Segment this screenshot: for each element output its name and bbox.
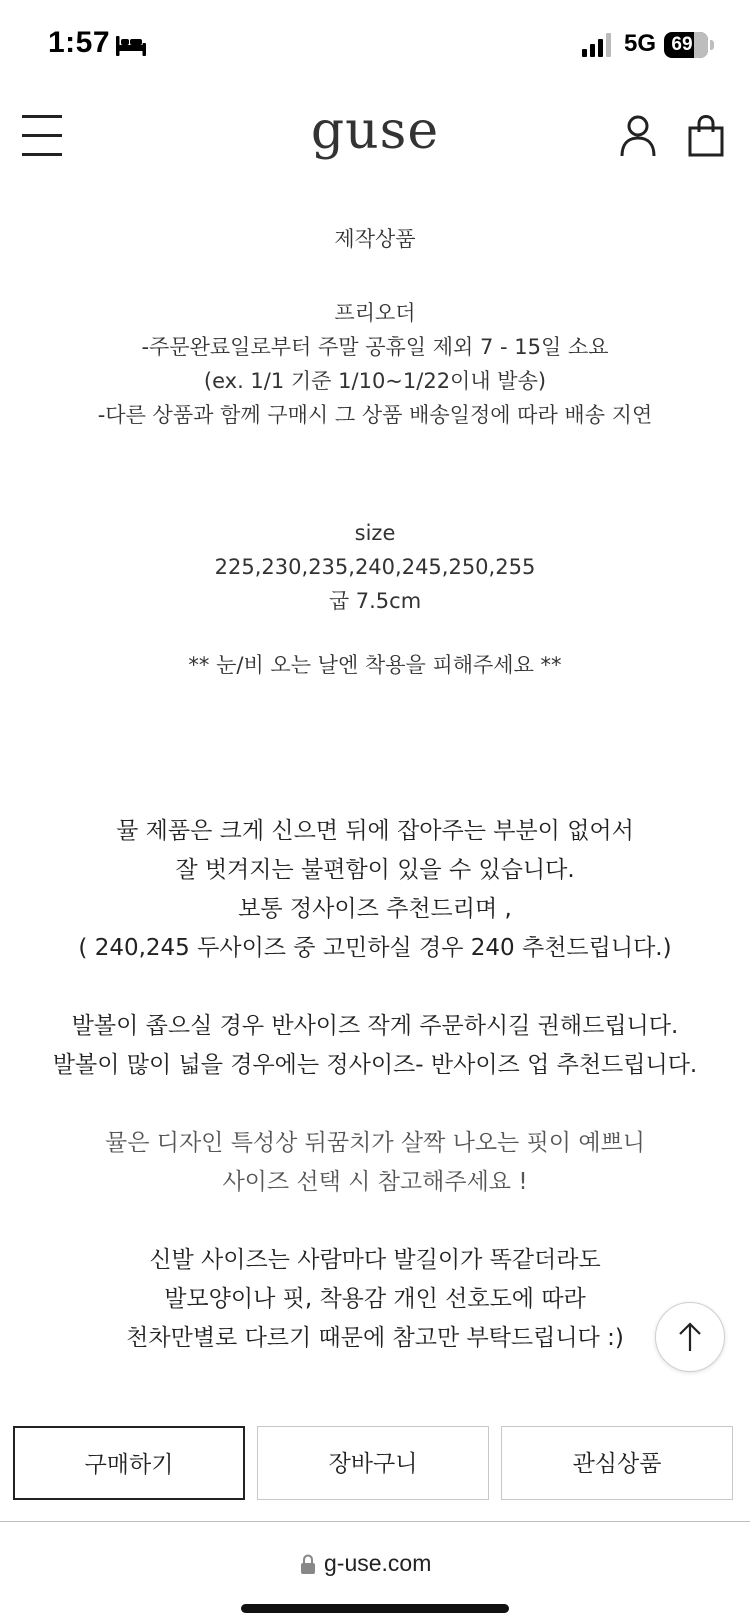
status-time: 1:57 <box>48 26 111 59</box>
menu-icon[interactable] <box>22 115 62 157</box>
preorder-line: -주문완료일로부터 주말 공휴일 제외 7 - 15일 소요 <box>141 335 609 359</box>
general-note: 신발 사이즈는 사람마다 발길이가 똑같더라도 <box>149 1247 601 1273</box>
weather-warning: ** 눈/비 오는 날엔 착용을 피해주세요 ** <box>188 653 562 677</box>
fit-note: 보통 정사이즈 추천드리며 , <box>238 896 512 922</box>
design-note: 뮬은 디자인 특성상 뒤꿈치가 살짝 나오는 핏이 예쁘니 <box>105 1130 645 1156</box>
shopping-bag-icon[interactable] <box>688 115 724 157</box>
browser-address-bar[interactable] <box>0 1522 750 1623</box>
general-note: 발모양이나 핏, 착용감 개인 선호도에 따라 <box>164 1286 586 1312</box>
design-note: 사이즈 선택 시 참고해주세요 ! <box>222 1169 528 1195</box>
arrow-up-icon <box>678 1321 702 1353</box>
foot-width-note: 발볼이 많이 넓을 경우에는 정사이즈- 반사이즈 업 추천드립니다. <box>52 1052 698 1078</box>
fit-note: 뮬 제품은 크게 신으면 뒤에 잡아주는 부분이 없어서 <box>116 818 634 844</box>
status-bar <box>0 0 750 90</box>
size-label: size <box>354 521 396 545</box>
preorder-title: 프리오더 <box>334 301 416 325</box>
url-text: g-use.com <box>324 1550 432 1576</box>
product-description <box>0 222 750 1358</box>
purchase-bar <box>0 1412 750 1520</box>
category-text: 제작상품 <box>334 227 416 251</box>
general-note: 천차만별로 다르기 때문에 참고만 부탁드립니다 :) <box>126 1325 624 1351</box>
size-values: 225,230,235,240,245,250,255 <box>214 555 536 579</box>
network-label: 5G <box>624 30 657 57</box>
battery-indicator <box>664 32 714 60</box>
url-display[interactable] <box>300 1550 431 1577</box>
heel-height: 굽 7.5cm <box>328 589 422 613</box>
lock-icon <box>300 1554 316 1574</box>
add-to-cart-button[interactable]: 장바구니 <box>257 1426 489 1500</box>
buy-button[interactable]: 구매하기 <box>13 1426 245 1500</box>
brand-logo[interactable]: guse <box>310 101 440 161</box>
signal-icon <box>582 33 612 57</box>
fit-note: ( 240,245 두사이즈 중 고민하실 경우 240 추천드립니다.) <box>78 935 672 961</box>
foot-width-note: 발볼이 좁으실 경우 반사이즈 작게 주문하시길 권해드립니다. <box>71 1013 679 1039</box>
fit-note: 잘 벗겨지는 불편함이 있을 수 있습니다. <box>175 857 575 883</box>
user-icon[interactable] <box>620 115 656 157</box>
wishlist-button[interactable]: 관심상품 <box>501 1426 733 1500</box>
site-header <box>0 95 750 185</box>
home-indicator[interactable] <box>241 1604 509 1613</box>
preorder-line: (ex. 1/1 기준 1/10~1/22이내 발송) <box>203 369 547 393</box>
preorder-line: -다른 상품과 함께 구매시 그 상품 배송일정에 따라 배송 지연 <box>97 403 653 427</box>
bed-icon <box>116 34 146 56</box>
scroll-top-button[interactable] <box>655 1302 725 1372</box>
battery-level: 69 <box>671 34 693 55</box>
